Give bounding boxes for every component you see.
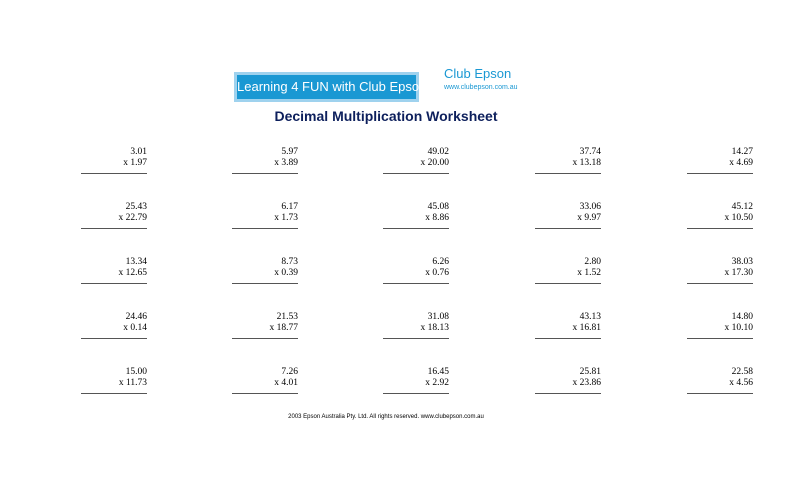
multiplicand: 24.46 bbox=[125, 312, 147, 322]
multiplication-problem bbox=[81, 257, 147, 284]
multiplication-problem bbox=[535, 312, 601, 339]
answer-line bbox=[81, 228, 147, 229]
multiplicand: 14.27 bbox=[731, 147, 753, 157]
multiplicand: 45.08 bbox=[427, 202, 449, 212]
multiplicand: 7.26 bbox=[281, 367, 298, 377]
multiplier: x 22.79 bbox=[118, 213, 147, 223]
multiplication-problem bbox=[383, 202, 449, 229]
multiplicand: 22.58 bbox=[731, 367, 753, 377]
multiplication-problem bbox=[535, 202, 601, 229]
multiplication-problem bbox=[232, 312, 298, 339]
multiplier: x 8.86 bbox=[425, 213, 449, 223]
multiplier: x 10.50 bbox=[724, 213, 753, 223]
multiplicand: 2.80 bbox=[584, 257, 601, 267]
multiplication-problem bbox=[535, 147, 601, 174]
multiplication-problem bbox=[81, 202, 147, 229]
answer-line bbox=[535, 228, 601, 229]
multiplicand: 49.02 bbox=[427, 147, 449, 157]
page-title: Decimal Multiplication Worksheet bbox=[274, 108, 498, 124]
multiplication-problem bbox=[81, 147, 147, 174]
multiplication-problem bbox=[81, 367, 147, 394]
answer-line bbox=[232, 393, 298, 394]
multiplier: x 0.14 bbox=[123, 323, 147, 333]
multiplier: x 1.97 bbox=[123, 158, 147, 168]
multiplier: x 16.81 bbox=[572, 323, 601, 333]
footer-copyright: 2003 Epson Australia Pty. Ltd. All rights reserved. www.clubepson.com.au bbox=[288, 414, 484, 420]
answer-line bbox=[232, 173, 298, 174]
multiplicand: 33.06 bbox=[579, 202, 601, 212]
multiplier: x 3.89 bbox=[274, 158, 298, 168]
multiplicand: 6.26 bbox=[432, 257, 449, 267]
answer-line bbox=[81, 283, 147, 284]
multiplier: x 11.73 bbox=[118, 378, 147, 388]
multiplier: x 1.52 bbox=[577, 268, 601, 278]
multiplication-problem bbox=[383, 147, 449, 174]
answer-line bbox=[232, 228, 298, 229]
multiplier: x 2.92 bbox=[425, 378, 449, 388]
multiplication-problem bbox=[535, 367, 601, 394]
multiplication-problem bbox=[383, 257, 449, 284]
brand-url: www.clubepson.com.au bbox=[444, 84, 518, 91]
answer-line bbox=[535, 173, 601, 174]
answer-line bbox=[383, 283, 449, 284]
multiplicand: 3.01 bbox=[130, 147, 147, 157]
answer-line bbox=[687, 228, 753, 229]
answer-line bbox=[383, 393, 449, 394]
multiplier: x 4.56 bbox=[729, 378, 753, 388]
answer-line bbox=[81, 338, 147, 339]
multiplication-problem bbox=[232, 202, 298, 229]
multiplier: x 18.77 bbox=[269, 323, 298, 333]
answer-line bbox=[383, 338, 449, 339]
multiplier: x 23.86 bbox=[572, 378, 601, 388]
multiplier: x 13.18 bbox=[572, 158, 601, 168]
multiplicand: 25.43 bbox=[125, 202, 147, 212]
multiplicand: 8.73 bbox=[281, 257, 298, 267]
multiplier: x 4.69 bbox=[729, 158, 753, 168]
multiplicand: 16.45 bbox=[427, 367, 449, 377]
header-banner: Learning 4 FUN with Club Epson bbox=[234, 72, 419, 102]
multiplier: x 12.65 bbox=[118, 268, 147, 278]
multiplicand: 43.13 bbox=[579, 312, 601, 322]
answer-line bbox=[687, 283, 753, 284]
multiplication-problem bbox=[383, 367, 449, 394]
multiplication-problem bbox=[687, 312, 753, 339]
multiplier: x 10.10 bbox=[724, 323, 753, 333]
answer-line bbox=[687, 393, 753, 394]
answer-line bbox=[383, 228, 449, 229]
multiplication-problem bbox=[81, 312, 147, 339]
multiplicand: 5.97 bbox=[281, 147, 298, 157]
answer-line bbox=[535, 283, 601, 284]
answer-line bbox=[535, 393, 601, 394]
multiplier: x 0.39 bbox=[274, 268, 298, 278]
multiplication-problem bbox=[232, 257, 298, 284]
answer-line bbox=[383, 173, 449, 174]
multiplication-problem bbox=[687, 147, 753, 174]
multiplicand: 15.00 bbox=[125, 367, 147, 377]
multiplier: x 1.73 bbox=[274, 213, 298, 223]
multiplier: x 17.30 bbox=[724, 268, 753, 278]
multiplier: x 18.13 bbox=[420, 323, 449, 333]
multiplicand: 38.03 bbox=[731, 257, 753, 267]
answer-line bbox=[687, 173, 753, 174]
multiplicand: 45.12 bbox=[731, 202, 753, 212]
multiplier: x 9.97 bbox=[577, 213, 601, 223]
multiplication-problem bbox=[687, 257, 753, 284]
multiplicand: 25.81 bbox=[579, 367, 601, 377]
answer-line bbox=[687, 338, 753, 339]
multiplicand: 21.53 bbox=[276, 312, 298, 322]
answer-line bbox=[232, 283, 298, 284]
answer-line bbox=[232, 338, 298, 339]
multiplication-problem bbox=[232, 367, 298, 394]
multiplication-problem bbox=[232, 147, 298, 174]
multiplicand: 13.34 bbox=[125, 257, 147, 267]
multiplicand: 6.17 bbox=[281, 202, 298, 212]
answer-line bbox=[81, 393, 147, 394]
multiplicand: 37.74 bbox=[579, 147, 601, 157]
multiplier: x 4.01 bbox=[274, 378, 298, 388]
multiplication-problem bbox=[687, 367, 753, 394]
multiplication-problem bbox=[535, 257, 601, 284]
multiplication-problem bbox=[383, 312, 449, 339]
answer-line bbox=[535, 338, 601, 339]
multiplier: x 0.76 bbox=[425, 268, 449, 278]
brand-name: Club Epson bbox=[444, 66, 512, 81]
multiplicand: 14.80 bbox=[731, 312, 753, 322]
multiplicand: 31.08 bbox=[427, 312, 449, 322]
answer-line bbox=[81, 173, 147, 174]
multiplication-problem bbox=[687, 202, 753, 229]
multiplier: x 20.00 bbox=[420, 158, 449, 168]
